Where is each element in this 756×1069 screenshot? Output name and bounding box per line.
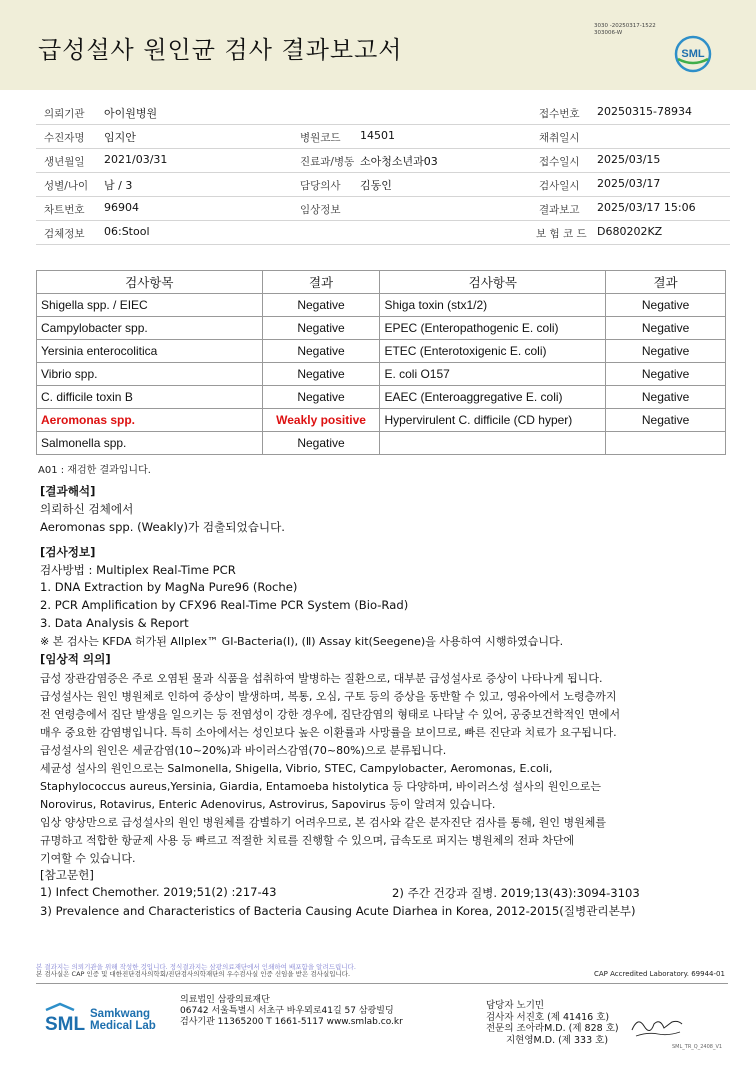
clinical-meaning-line: Norovirus, Rotavirus, Enteric Adenovirus, Astrovirus, Sapovirus 등이 알려져 있습니다. [40, 798, 496, 811]
hospital-code-label: 병원코드 [300, 132, 341, 144]
clinical-meaning-line: 급성설사는 원인 병원체로 인하여 증상이 발생하며, 복통, 오심, 구토 등의 증상을 동반할 수 있고, 영유아에서 노령층까지 [40, 690, 617, 703]
test-info-line: ※ 본 검사는 KFDA 허가된 Allplex™ GI-Bacteria(Ⅰ), (Ⅱ) Assay kit(Seegene)을 사용하여 시행하였습니다. [40, 635, 564, 648]
form-code: SML_TR_Q_2408_V1 [672, 1044, 723, 1050]
test-item: EPEC (Enteropathogenic E. coli) [380, 317, 606, 340]
column-header: 검사항목 [37, 271, 263, 294]
clinical-meaning-line: 규명하고 적합한 항균제 사용 등 빠르고 적절한 치료를 진행할 수 있으며, 급속도로 퍼지는 병원체의 전파 차단에 [40, 834, 575, 847]
test-item: Shigella spp. / EIEC [37, 294, 263, 317]
logo-name-line: Samkwang [90, 1008, 151, 1020]
doctor-value: 김동인 [360, 179, 392, 192]
test-item: Campylobacter spp. [37, 317, 263, 340]
signatures [486, 1000, 619, 1046]
specimen-label: 검체정보 [44, 228, 85, 240]
chart-no-label: 차트번호 [44, 204, 85, 216]
collection-date-label: 채취일시 [539, 132, 580, 144]
table-header-row [37, 271, 726, 294]
column-header: 결과 [606, 271, 726, 294]
report-title: 급성설사 원인균 검사 결과보고서 [38, 36, 403, 64]
info-row [36, 172, 730, 197]
info-row [36, 220, 730, 245]
cap-accreditation: CAP Accredited Laboratory. 69944-01 [594, 970, 725, 978]
receipt-date-value: 2025/03/15 [597, 153, 661, 166]
signer-line: 검사자 서진호 (제 41416 호) [486, 1011, 610, 1023]
reference-item: 3) Prevalence and Characteristics of Bacteria Causing Acute Diarhea in Korea, 2012-2015(질병관리본부) [40, 904, 636, 918]
test-result: Negative [262, 317, 380, 340]
handwritten-signature [628, 1012, 684, 1040]
clinical-meaning-heading: [임상적 의의] [40, 652, 111, 666]
footer-divider [36, 983, 728, 984]
institution-value: 아이원병원 [104, 107, 158, 120]
table-row [37, 294, 726, 317]
test-info-heading: [검사정보] [40, 545, 96, 559]
test-result: Negative [262, 386, 380, 409]
info-row [36, 124, 730, 149]
interpretation-line: Aeromonas spp. (Weakly)가 검출되었습니다. [40, 520, 285, 534]
address-line: 검사기관 11365200 T 1661-5117 www.smlab.co.kr [180, 1017, 403, 1027]
footer-disclaimer: 본 결과지는 의뢰기관을 위해 작성한 것입니다. 정식결과지는 삼광의료재단에서 인쇄하여 배포함을 알려드립니다. [36, 963, 356, 971]
test-result: Negative [606, 340, 726, 363]
clinical-info-label: 임상정보 [300, 204, 341, 216]
clinical-meaning-line: 기여할 수 있습니다. [40, 852, 136, 865]
test-result: Negative [262, 363, 380, 386]
birth-value: 2021/03/31 [104, 153, 168, 166]
specimen-value: 06:Stool [104, 225, 150, 238]
dept-value: 소아청소년과03 [360, 155, 438, 168]
test-result: Negative [262, 340, 380, 363]
interpretation-line: 의뢰하신 검체에서 [40, 502, 134, 516]
birth-label: 생년월일 [44, 156, 85, 168]
dept-label: 진료과/병동 [300, 156, 355, 168]
table-row [37, 363, 726, 386]
info-row [36, 196, 730, 221]
test-result [606, 432, 726, 455]
report-date-label: 결과보고 [539, 204, 580, 216]
test-item: Yersinia enterocolitica [37, 340, 263, 363]
clinical-meaning-line: 전 연령층에서 집단 발생을 일으키는 등 전염성이 강한 경우에, 집단감염의 형태로 나타날 수 있어, 공중보건학적인 면에서 [40, 708, 621, 721]
test-date-label: 검사일시 [539, 180, 580, 192]
test-info-line: 3. Data Analysis & Report [40, 616, 189, 630]
table-row [37, 432, 726, 455]
receipt-date-label: 접수일시 [539, 156, 580, 168]
receipt-no-value: 20250315-78934 [597, 105, 692, 118]
test-item: C. difficile toxin B [37, 386, 263, 409]
lab-address [180, 995, 403, 1028]
test-result: Negative [606, 363, 726, 386]
receipt-no-label: 접수번호 [539, 108, 580, 120]
test-item [380, 432, 606, 455]
clinical-meaning-line: Staphylococcus aureus,Yersinia, Giardia, Entamoeba histolytica 등 다양하며, 바이러스성 설사의 원인으로는 [40, 780, 602, 793]
institution-label: 의뢰기관 [44, 108, 85, 120]
signer-line: 지현영M.D. (제 333 호) [506, 1034, 609, 1046]
test-result: Negative [262, 294, 380, 317]
sex-age-label: 성별/나이 [44, 180, 89, 192]
insurance-code-value: D680202KZ [597, 225, 663, 238]
test-result: Negative [606, 409, 726, 432]
clinical-meaning-line: 매우 중요한 감염병입니다. 특히 소아에서는 성인보다 높은 이환률과 사망률을 보이므로, 빠른 진단과 치료가 요구됩니다. [40, 726, 617, 739]
test-item: Salmonella spp. [37, 432, 263, 455]
test-result: Negative [606, 386, 726, 409]
chart-no-value: 96904 [104, 201, 139, 214]
doctor-label: 담당의사 [300, 180, 341, 192]
test-item: Vibrio spp. [37, 363, 263, 386]
logo-name-line: Medical Lab [90, 1020, 156, 1032]
test-item: Shiga toxin (stx1/2) [380, 294, 606, 317]
table-row [37, 340, 726, 363]
test-item: EAEC (Enteroaggregative E. coli) [380, 386, 606, 409]
clinical-meaning-line: 급성 장관감염증은 주로 오염된 물과 식품을 섭취하여 발병하는 질환으로, 대부분 급성설사로 증상이 나타나게 됩니다. [40, 672, 603, 685]
test-result: Negative [606, 317, 726, 340]
reference-item: 2) 주간 건강과 질병. 2019;13(43):3094-3103 [392, 886, 640, 900]
clinical-meaning-line: 세균성 설사의 원인으로는 Salmonella, Shigella, Vibrio, STEC, Campylobacter, Aeromonas, E.coli, [40, 762, 553, 775]
test-result: Negative [262, 432, 380, 455]
column-header: 결과 [262, 271, 380, 294]
interpretation-heading: [결과해석] [40, 484, 96, 498]
retest-note: A01 : 재검한 결과입니다. [38, 465, 151, 476]
test-info-line: 1. DNA Extraction by MagNa Pure96 (Roche) [40, 580, 298, 594]
name-value: 임지안 [104, 131, 136, 144]
svg-text:SML: SML [45, 1014, 86, 1035]
signer-line: 담당자 노기민 [486, 1000, 545, 1011]
signer-line: 전문의 조아라M.D. (제 828 호) [486, 1023, 619, 1034]
test-item: Hypervirulent C. difficile (CD hyper) [380, 409, 606, 432]
table-row [37, 317, 726, 340]
info-row [36, 100, 730, 125]
results-table [36, 270, 726, 455]
references-heading: [참고문헌] [40, 868, 94, 882]
test-result: Negative [606, 294, 726, 317]
table-row [37, 409, 726, 432]
svg-text:SML: SML [681, 48, 705, 60]
reference-item: 1) Infect Chemother. 2019;51(2) :217-43 [40, 885, 277, 899]
hospital-code-value: 14501 [360, 129, 395, 142]
address-line: 의료법인 삼광의료재단 [180, 995, 270, 1005]
sex-age-value: 남 / 3 [104, 179, 133, 192]
clinical-meaning-line: 급성설사의 원인은 세균감염(10~20%)과 바이러스감염(70~80%)으로 분류됩니다. [40, 744, 447, 757]
clinical-meaning-line: 임상 양상만으로 급성설사의 원인 병원체를 감별하기 어려우므로, 본 검사와 같은 분자진단 검사를 통해, 원인 병원체를 [40, 816, 606, 829]
footer-accreditation-note: 본 검사실은 CAP 인증 및 대한진단검사의학회/진단검사의학재단의 우수검사실 인증 신임을 받은 검사실입니다. [36, 970, 351, 978]
info-row [36, 148, 730, 173]
test-info-line: 검사방법 : Multiplex Real-Time PCR [40, 563, 236, 577]
address-line: 06742 서울특별시 서초구 바우뫼로41길 57 삼광빌딩 [180, 1006, 394, 1016]
positive-test-item: Aeromonas spp. [37, 409, 263, 432]
positive-test-result: Weakly positive [262, 409, 380, 432]
name-label: 수진자명 [44, 132, 85, 144]
column-header: 검사항목 [380, 271, 606, 294]
report-date-value: 2025/03/17 15:06 [597, 201, 696, 214]
test-date-value: 2025/03/17 [597, 177, 661, 190]
test-item: ETEC (Enterotoxigenic E. coli) [380, 340, 606, 363]
insurance-code-label: 보 험 코 드 [536, 228, 587, 240]
test-item: E. coli O157 [380, 363, 606, 386]
sml-logo [674, 35, 712, 73]
table-row [37, 386, 726, 409]
patient-info [36, 100, 730, 248]
test-info-line: 2. PCR Amplification by CFX96 Real-Time PCR System (Bio-Rad) [40, 598, 409, 612]
document-code: 3030 -20250317-1522 303006-W [594, 23, 656, 36]
